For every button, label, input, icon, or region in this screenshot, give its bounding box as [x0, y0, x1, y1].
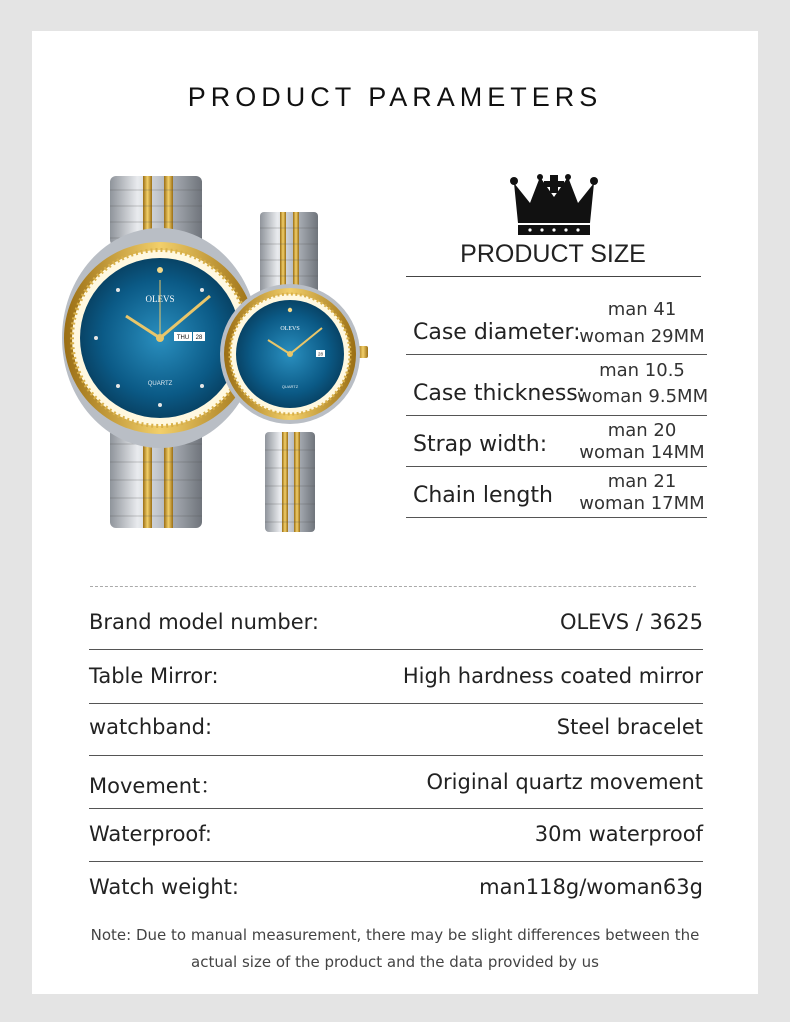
size-woman-value: woman 17MM: [579, 493, 705, 514]
divider: [89, 755, 703, 756]
size-row-chain-length: [406, 466, 707, 518]
spec-value: Steel bracelet: [556, 715, 703, 739]
divider: [89, 808, 703, 809]
svg-text:28: 28: [195, 335, 203, 341]
couple-watches-image: [60, 170, 380, 540]
dashed-divider: [90, 586, 696, 587]
size-row-case-diameter: [406, 292, 707, 355]
size-row-case-thickness: [406, 354, 707, 416]
spec-value: High hardness coated mirror: [402, 664, 703, 688]
size-label: Chain length: [413, 483, 553, 508]
spec-row-watchband: [89, 705, 703, 755]
size-man-value: man 10.5: [599, 360, 685, 381]
svg-text:OLEVS: OLEVS: [145, 294, 175, 304]
svg-text:THU: THU: [176, 335, 190, 341]
size-man-value: man 21: [607, 471, 677, 492]
size-woman-value: woman 9.5MM: [577, 386, 709, 407]
svg-text:QUARTZ: QUARTZ: [281, 384, 299, 389]
note-line-1: Note: Due to manual measurement, there may be slight differences between the: [90, 926, 700, 944]
size-row-strap-width: [406, 415, 707, 467]
size-label: Strap width:: [413, 432, 548, 457]
svg-text:QUARTZ: QUARTZ: [147, 381, 173, 387]
divider: [89, 703, 703, 704]
spec-row-watch-weight: [89, 865, 703, 915]
svg-text:OLEVS: OLEVS: [280, 326, 300, 332]
spec-label: Table Mirror:: [89, 664, 219, 688]
page-title: PRODUCT PARAMETERS: [187, 82, 603, 112]
size-man-value: man 20: [607, 420, 677, 441]
crown-logo-icon: [510, 173, 598, 237]
spec-row-movement: [89, 760, 703, 810]
spec-row-table-mirror: [89, 654, 703, 704]
spec-value: OLEVS / 3625: [559, 610, 703, 634]
size-woman-value: woman 14MM: [579, 442, 705, 463]
size-woman-value: woman 29MM: [579, 326, 705, 347]
spec-label: Movement：: [89, 774, 222, 798]
divider: [89, 861, 703, 862]
size-label: Case diameter:: [413, 320, 581, 345]
spec-row-waterproof: [89, 812, 703, 862]
measurement-note: [60, 922, 730, 976]
spec-value: Original quartz movement: [426, 770, 703, 794]
spec-value: man118g/woman63g: [479, 875, 703, 899]
product-size-title: PRODUCT SIZE: [460, 240, 646, 268]
divider: [89, 649, 703, 650]
spec-label: watchband:: [89, 715, 213, 739]
spec-label: Watch weight:: [89, 875, 239, 899]
spec-row-brand-model: [89, 600, 703, 650]
spec-value: 30m waterproof: [534, 822, 703, 846]
women-watch: [220, 212, 368, 532]
size-man-value: man 41: [607, 299, 677, 320]
note-line-2: actual size of the product and the data provided by us: [191, 953, 599, 971]
spec-label: Brand model number:: [89, 610, 319, 634]
divider: [406, 276, 701, 277]
svg-text:28: 28: [317, 351, 324, 357]
size-label: Case thickness:: [413, 381, 586, 406]
spec-label: Waterproof:: [89, 822, 212, 846]
